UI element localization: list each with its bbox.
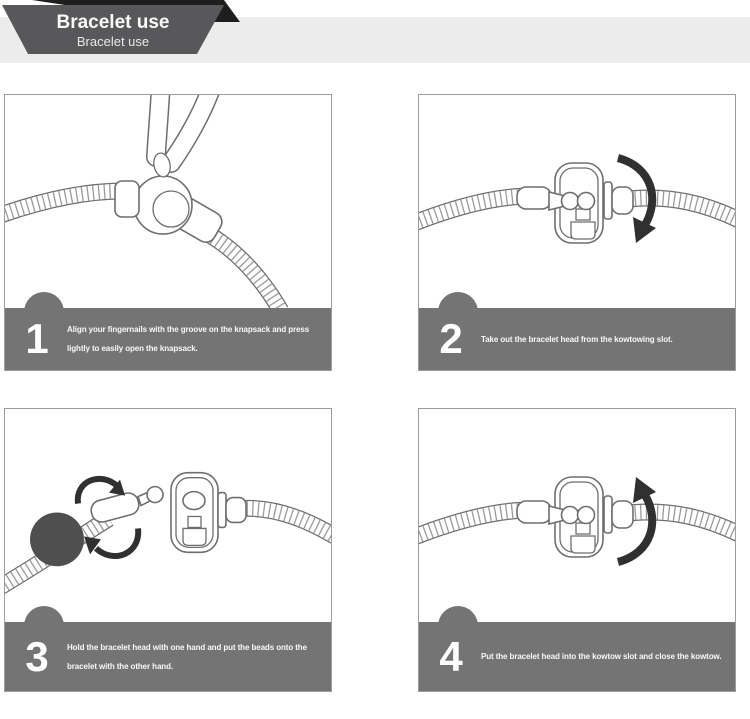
step-panel-2 bbox=[418, 94, 736, 371]
step4-illustration bbox=[419, 409, 735, 622]
rope-end-capsule bbox=[517, 501, 551, 523]
slot-cylinder bbox=[226, 498, 246, 523]
slot-flange bbox=[604, 496, 612, 533]
rope-end-capsule bbox=[89, 491, 141, 525]
clasp-collar bbox=[115, 181, 139, 217]
step-number: 3 bbox=[25, 632, 49, 680]
open-clasp-fingers-illustration bbox=[5, 95, 331, 308]
step2-caption-band bbox=[419, 308, 735, 370]
title-banner bbox=[0, 0, 245, 58]
head-ball-right bbox=[578, 193, 595, 210]
bracelet-rope-left bbox=[419, 196, 531, 225]
step1-illustration bbox=[5, 95, 331, 308]
step-caption: Hold the bracelet head with one hand and put the beads onto the bracelet with the other hand. bbox=[67, 642, 307, 671]
step-panel-4 bbox=[418, 408, 736, 692]
step2-illustration bbox=[419, 95, 735, 308]
step1-caption-band bbox=[5, 308, 331, 370]
step3-caption-band bbox=[5, 622, 331, 691]
bracelet-rope-right bbox=[629, 512, 735, 535]
slot-flange bbox=[604, 182, 612, 219]
step-number: 1 bbox=[25, 315, 49, 362]
step3-illustration bbox=[5, 409, 331, 622]
slot-cylinder bbox=[612, 187, 633, 214]
head-ball-left bbox=[562, 193, 579, 210]
rope-end-capsule bbox=[517, 187, 551, 209]
step-panel-1 bbox=[4, 94, 332, 371]
head-ball-right bbox=[578, 507, 595, 524]
close-kowtow-slot-illustration bbox=[419, 409, 735, 622]
bead bbox=[30, 513, 84, 567]
head-ball-left bbox=[562, 507, 579, 524]
clasp-ring-inner bbox=[153, 191, 189, 227]
bracelet-rope-left bbox=[419, 510, 531, 539]
step-number: 2 bbox=[439, 315, 463, 362]
step-number: 4 bbox=[439, 632, 463, 680]
bracelet-rope-left bbox=[5, 191, 123, 217]
thread-bead-illustration bbox=[5, 409, 331, 622]
page-subtitle: Bracelet use bbox=[76, 34, 150, 49]
slot-cylinder bbox=[612, 501, 633, 528]
bracelet-rope-right bbox=[241, 508, 331, 536]
step-panel-3 bbox=[4, 408, 332, 692]
slot-flange bbox=[218, 493, 226, 528]
step-caption: Take out the bracelet head from the kowtowing slot. bbox=[481, 334, 673, 344]
page-title: Bracelet use bbox=[56, 12, 170, 33]
bracelet-head-box bbox=[171, 473, 218, 553]
finger-front bbox=[171, 95, 213, 163]
step-caption: Align your fingernails with the groove on the knapsack and press lightly to easily open the knapsack. bbox=[67, 325, 310, 353]
finger-back bbox=[156, 95, 161, 157]
pin-ball-tip bbox=[147, 487, 163, 503]
step-caption: Put the bracelet head into the kowtow slot and close the kowtow. bbox=[481, 652, 722, 661]
open-kowtow-slot-illustration bbox=[419, 95, 735, 308]
step4-caption-band bbox=[419, 622, 735, 691]
